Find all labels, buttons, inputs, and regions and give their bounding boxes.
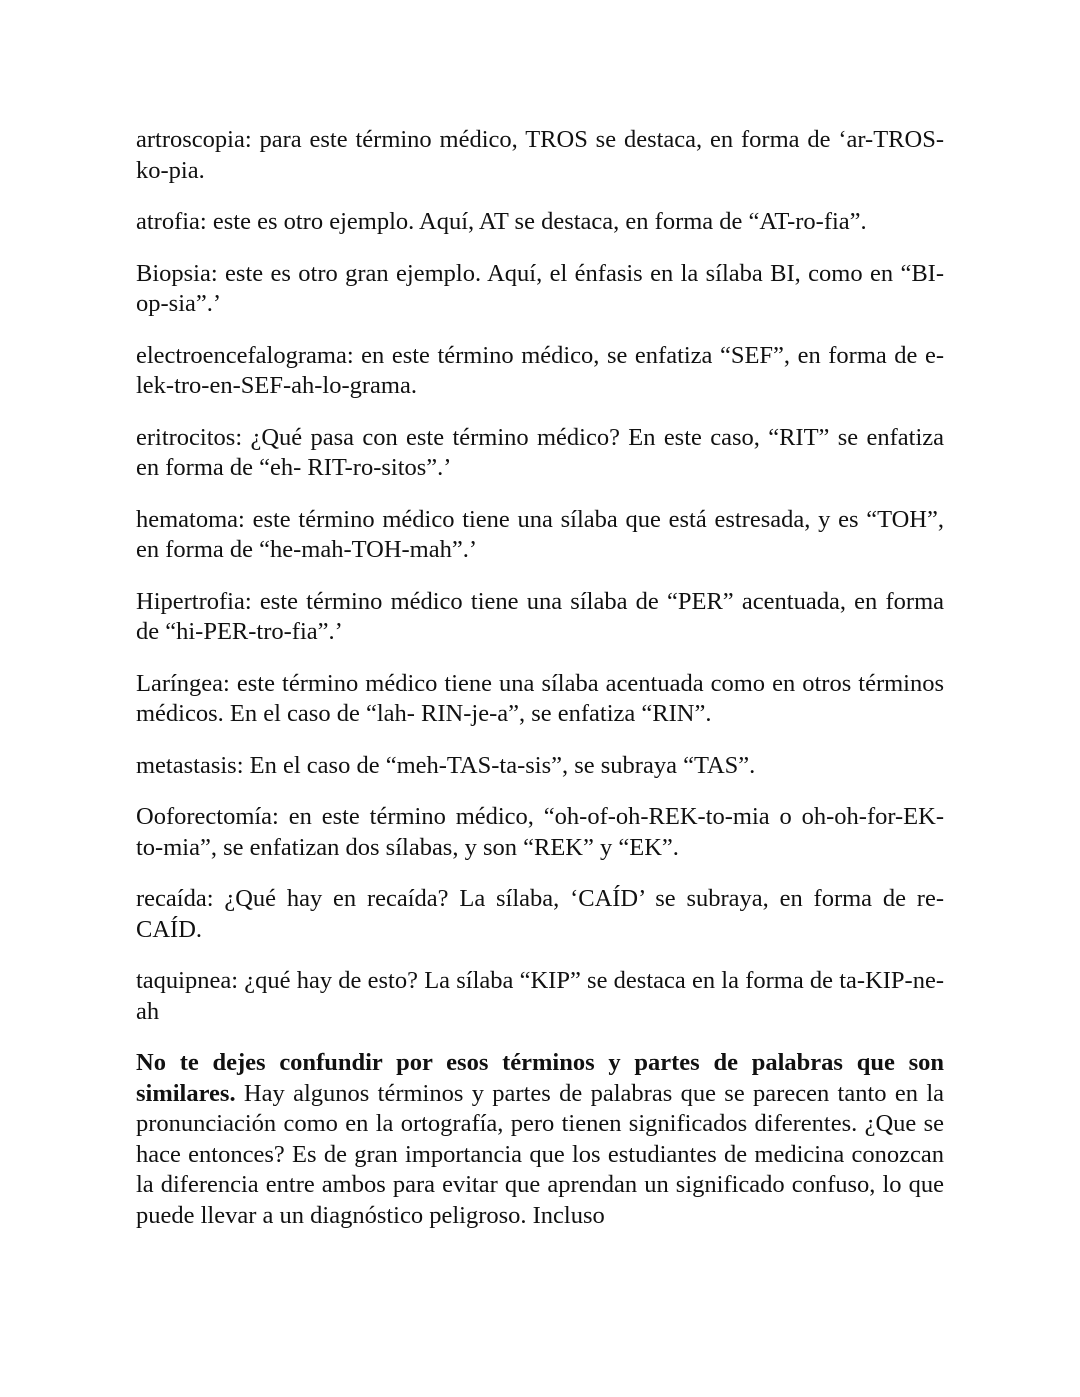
entry-taquipnea: taquipnea: ¿qué hay de esto? La sílaba “KIP” se destaca en la forma de ta-KIP-ne-ah (136, 967, 944, 1025)
entry-ooforectomia: Ooforectomía: en este término médico, “oh-of-oh-REK-to-mia o oh-oh-for-EK-to-mia”, se enfatizan dos sílabas, y son “REK” y “EK”. (136, 803, 944, 861)
entry-hematoma: hematoma: este término médico tiene una sílaba que está estresada, y es “TOH”, en forma de “he-mah-TOH-mah”.’ (136, 505, 944, 563)
entry-laringea: Laríngea: este término médico tiene una sílaba acentuada como en otros términos médicos. En el caso de “lah- RIN-je-a”, se enfatiza “RIN”. (136, 669, 944, 727)
entry-biopsia: Biopsia: este es otro gran ejemplo. Aquí, el énfasis en la sílaba BI, como en “BI-op-sia”.’ (136, 259, 944, 317)
closing-paragraph (136, 1048, 944, 1231)
entry-metastasis: metastasis: En el caso de “meh-TAS-ta-sis”, se subraya “TAS”. (136, 751, 756, 779)
document-page (136, 125, 944, 1231)
entry-recaida: recaída: ¿Qué hay en recaída? La sílaba, ‘CAÍD’ se subraya, en forma de re-CAÍD. (136, 885, 944, 943)
entry-artroscopia: artroscopia: para este término médico, TROS se destaca, en forma de ‘ar-TROS-ko-pia. (136, 126, 944, 184)
entry-hipertrofia: Hipertrofia: este término médico tiene una sílaba de “PER” acentuada, en forma de “hi-PER-tro-fia”.’ (136, 587, 944, 645)
entry-electroencefalograma: electroencefalograma: en este término médico, se enfatiza “SEF”, en forma de e-lek-tro-en-SEF-ah-lo-grama. (136, 341, 944, 399)
entry-eritrocitos: eritrocitos: ¿Qué pasa con este término médico? En este caso, “RIT” se enfatiza en forma de “eh- RIT-ro-sitos”.’ (136, 423, 944, 481)
entry-atrofia: atrofia: este es otro ejemplo. Aquí, AT se destaca, en forma de “AT-ro-fia”. (136, 208, 867, 235)
closing-bold-lead: No te dejes confundir por esos términos y partes de palabras que son similares. (136, 1049, 944, 1107)
closing-body: Hay algunos términos y partes de palabras que se parecen tanto en la pronunciación como en la ortografía, pero tienen significados diferentes. ¿Que se hace entonces? Es de gran importancia que los estudiantes de medicina conozcan la diferencia entre ambos para evitar que aprendan un significado confuso, lo que puede llevar a un diagnóstico peligroso. Incluso (136, 1079, 944, 1229)
